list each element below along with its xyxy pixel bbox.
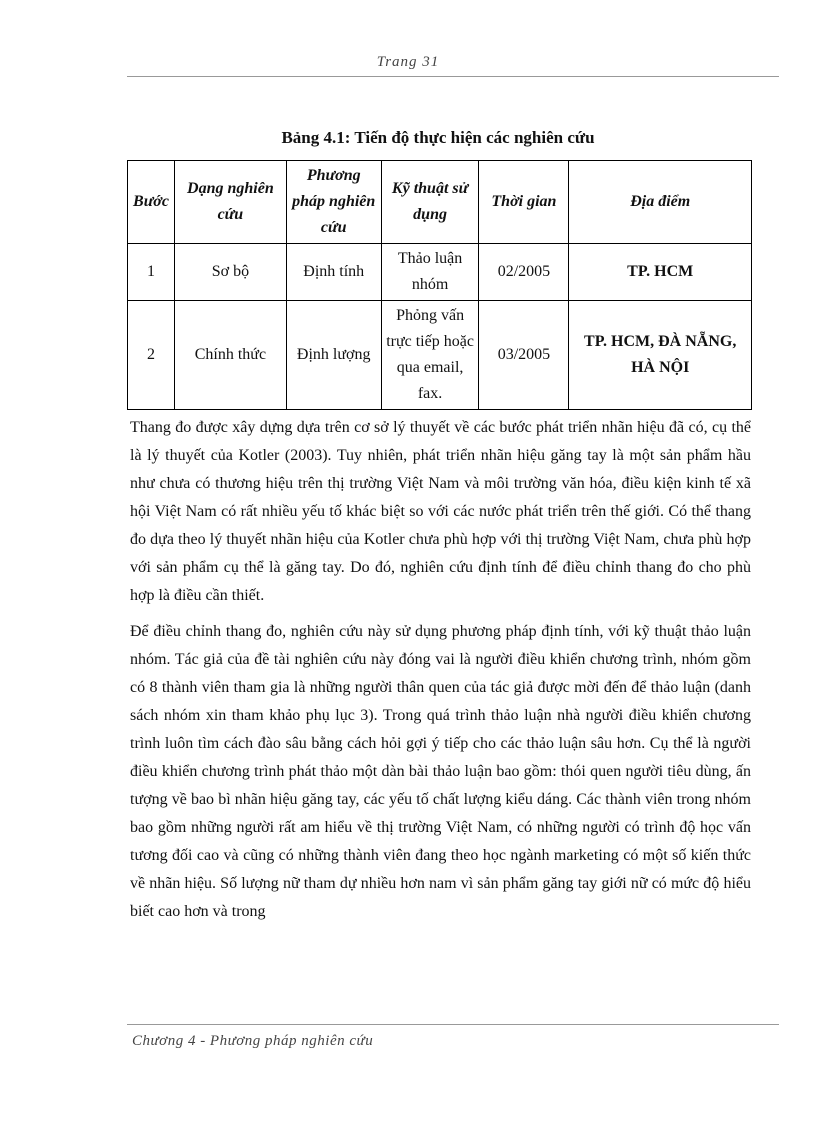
cell-method: Định tính <box>286 244 381 301</box>
page-footer-title: Chương 4 - Phương pháp nghiên cứu <box>132 1033 374 1049</box>
header-divider <box>127 76 779 77</box>
header-step: Bước <box>128 161 175 244</box>
header-time: Thời gian <box>479 161 569 244</box>
header-method: Phương pháp nghiên cứu <box>286 161 381 244</box>
cell-technique: Thảo luận nhóm <box>381 244 479 301</box>
header-technique: Kỹ thuật sử dụng <box>381 161 479 244</box>
cell-step: 2 <box>128 301 175 410</box>
cell-research-type: Chính thức <box>174 301 286 410</box>
table-caption: Bảng 4.1: Tiến độ thực hiện các nghiên cứu <box>281 128 595 147</box>
cell-research-type: Sơ bộ <box>174 244 286 301</box>
cell-location: TP. HCM, ĐÀ NẴNG, HÀ NỘI <box>569 301 752 410</box>
body-text <box>130 414 751 934</box>
table-row <box>128 301 752 410</box>
header-location: Địa điểm <box>569 161 752 244</box>
cell-location: TP. HCM <box>569 244 752 301</box>
cell-time: 02/2005 <box>479 244 569 301</box>
research-schedule-table <box>127 160 752 410</box>
cell-technique: Phỏng vấn trực tiếp hoặc qua email, fax. <box>381 301 479 410</box>
paragraph: Thang đo được xây dựng dựa trên cơ sở lý thuyết về các bước phát triển nhãn hiệu đã có, cụ thể là lý thuyết của Kotler (2003). Tuy nhiên, phát triển nhãn hiệu găng tay là một sản phẩm hầu như chưa có thương hiệu trên thị trường Việt Nam và môi trường văn hóa, điều kiện kinh tế xã hội Việt Nam có rất nhiều yếu tố khác biệt so với các nước phát triển trên thế giới. Có thể thang đo dựa theo lý thuyết nhãn hiệu của Kotler chưa phù hợp với thị trường Việt Nam, chưa phù hợp với sản phẩm cụ thể là găng tay. Do đó, nghiên cứu định tính để điều chỉnh thang đo cho phù hợp là điều cần thiết. <box>130 419 751 604</box>
cell-method: Định lượng <box>286 301 381 410</box>
footer-divider <box>127 1024 779 1025</box>
table-row <box>128 244 752 301</box>
cell-time: 03/2005 <box>479 301 569 410</box>
table-header-row <box>128 161 752 244</box>
page-header-title: Trang 31 <box>376 54 440 70</box>
header-research-type: Dạng nghiên cứu <box>174 161 286 244</box>
cell-step: 1 <box>128 244 175 301</box>
paragraph: Để điều chỉnh thang đo, nghiên cứu này sử dụng phương pháp định tính, với kỹ thuật thảo luận nhóm. Tác giả của đề tài nghiên cứu này đóng vai là người điều khiển chương trình, nhóm gồm có 8 thành viên tham gia là những người thân quen của tác giả được mời đến để thảo luận (danh sách nhóm xin tham khảo phụ lục 3). Trong quá trình thảo luận nhà người điều khiển chương trình luôn tìm cách đào sâu bằng cách hỏi gợi ý tiếp cho các thảo luận sâu hơn. Cụ thể là người điều khiển chương trình phát thảo một dàn bài thảo luận bao gồm: thói quen người tiêu dùng, ấn tượng về bao bì nhãn hiệu găng tay, các yếu tố chất lượng kiểu dáng. Các thành viên trong nhóm bao gồm những người rất am hiểu về thị trường Việt Nam, có những người có trình độ học vấn tương đối cao và cũng có những thành viên đang theo học ngành marketing có một số kiến thức về nhãn hiệu. Số lượng nữ tham dự nhiều hơn nam vì sản phẩm găng tay giới nữ có mức độ hiểu biết cao hơn và trong <box>130 623 751 920</box>
